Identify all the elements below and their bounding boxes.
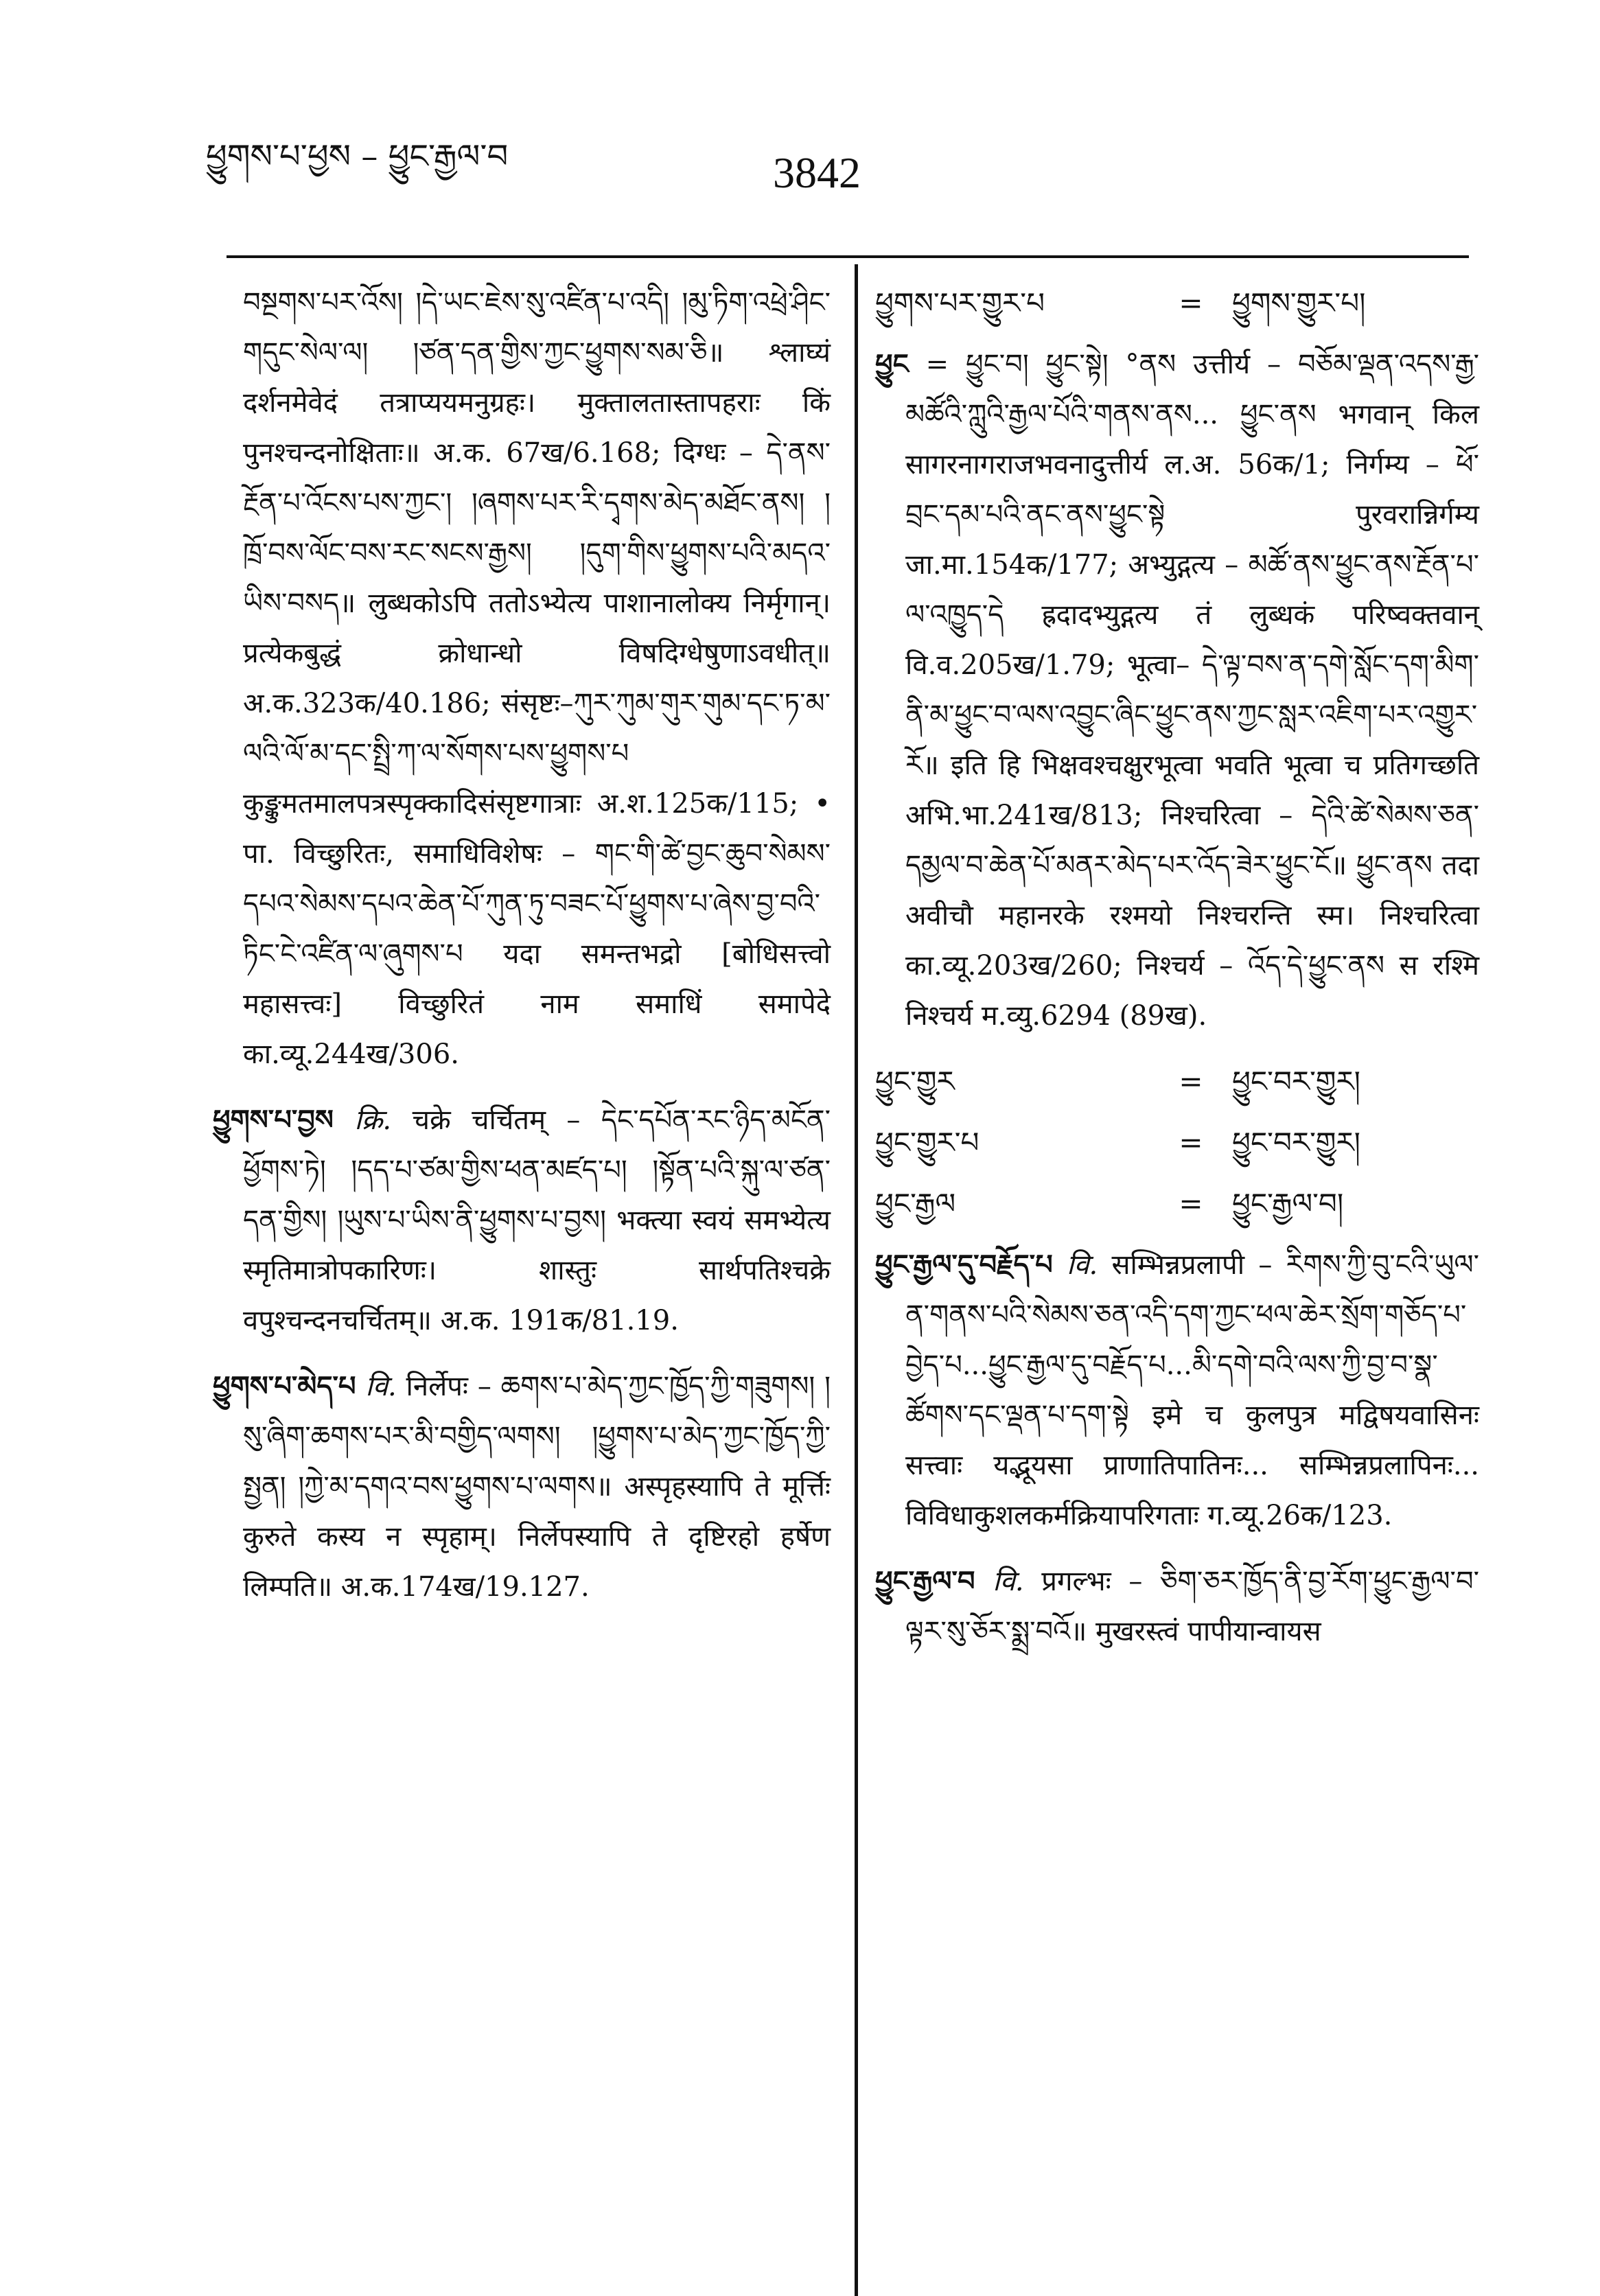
header-rule (227, 255, 1469, 258)
entry-text: བསྔགས་པར་འོས། །དེ་ཡང་ཇེས་སུ་འཛིན་པ་འདི། །མུ་ཏིག་འཕྲེ་ཤིང་གདུང་སེལ་ལ། །ཙན་དན་གྱིས་ཀྱང་ཕྱུགས་སམ་ཅི॥ श्लाघ्यं दर्शनमेवेदं तत्राप्ययमनुग्रहः। मुक्तालतास्तापहराः किं पुनश्चन्दनोक्षिताः॥ अ.क. 67ख/6.168; दिग्धः – དེ་ནས་རྔོན་པ་འོངས་པས་ཀྱང་། །ཞགས་པར་རི་དྭགས་མེད་མཐོང་ནས། །ཁྲོ་བས་ལོང་བས་རང་སངས་རྒྱས། །དུག་གིས་ཕྱུགས་པའི་མདའ་ཡིས་བསད॥ लुब्धकोऽपि ततोऽभ्येत्य पाशानालोक्य निर्मृगान्। प्रत्येकबुद्धं क्रोधान्धो विषदिग्धेषुणाऽवधीत्॥ अ.क.323क/40.186; संसृष्टः–ཀུར་ཀུམ་གུར་གུམ་དང་ཏ་མ་ལའི་ལོ་མ་དང་སྤྲི་ཀ་ལ་སོགས་པས་ཕྱུགས་པ कुङ्कुमतमालपत्रस्पृक्कादिसंसृष्टगात्राः अ.श.125क/115; • पा. विच्छुरितः, समाधिविशेषः – གང་གི་ཚེ་བྱང་ཆུབ་སེམས་དཔའ་སེམས་དཔའ་ཆེན་པོ་ཀུན་ཏུ་བཟང་པོ་ཕྱུགས་པ་ཞེས་བྱ་བའི་ཏིང་ངེ་འཛིན་ལ་ཞུགས་པ यदा समन्तभद्रो [बोधिसत्त्वो महासत्त्वः] विच्छुरितं नाम समाधिं समापेदे का.व्यू.244ख/306. (243, 287, 831, 1070)
equals-sign: = (1179, 1065, 1203, 1098)
entry-phyugs-pa-med-pa (213, 1361, 831, 1612)
cross-reference-row (875, 1179, 1479, 1229)
entry-phyugs-pa-byas (213, 1095, 831, 1346)
cross-reference-term: ཕྱུང་རྒྱལ (875, 1187, 956, 1220)
cross-reference-row (875, 1117, 1479, 1168)
column-divider (855, 264, 858, 2296)
entry-headword: ཕྱུང་རྒྱལ་བ (875, 1565, 975, 1597)
entry-text: चक्रे चर्चितम् – དེང་དཔོན་རང་ཉིད་མངོན་ཕྱོགས་ཏེ། །དད་པ་ཙམ་གྱིས་ཕན་མཛད་པ། །སྟོན་པའི་སྐུ་ལ་ཙན་དན་གྱིས། །ཡུས་པ་ཡིས་ནི་ཕྱུགས་པ་བྱས། भक्त्या स्वयं समभ्येत्य स्मृतिमात्रोपकारिणः। शास्तुः सार्थपतिश्चक्रे वपुश्चन्दनचर्चितम्॥ अ.क. 191क/81.19. (243, 1104, 831, 1336)
entry-headword: ཕྱུགས་པ་མེད་པ (213, 1370, 356, 1402)
page-number: 3842 (773, 148, 861, 197)
cross-reference-term: ཕྱུང་གྱུར་པ (875, 1126, 979, 1159)
cross-reference-target: ཕྱུང་བར་གྱུར། (1232, 1126, 1360, 1159)
entry-phyung-rgyal-ba (875, 1556, 1479, 1657)
entry-text: प्रगल्भः – ཅིག་ཅར་ཁྱོད་ནི་བྱ་རོག་ཕྱུང་རྒྱལ་བ་ལྟར་སུ་ཅོར་སྨྲ་བའོ॥ मुखरस्त्वं पापीयान्वायस (905, 1566, 1479, 1647)
entry-text: = ཕྱུང་བ། ཕྱུང་སྟེ། °ནས उत्तीर्य – བཅོམ་ལྡན་འདས་རྒྱ་མཚོའི་ཀླུའི་རྒྱལ་པོའི་གནས་ནས... ཕྱུང་ནས भगवान् किल सागरनागराजभवनादुत्तीर्य ल.अ. 56क/1; निर्गम्य – ཕོ་བྲང་དམ་པའི་ནང་ནས་ཕྱུང་སྟེ पुरवरान्निर्गम्य जा.मा.154क/177; अभ्युद्गत्य – མཚོ་ནས་ཕྱུང་ནས་རྔོན་པ་ལ་འཁྱུད་དེ ह्रदादभ्युद्गत्य तं लुब्धकं परिष्वक्तवान् वि.व.205ख/1.79; भूत्वा– དེ་ལྟ་བས་ན་དགེ་སློང་དག་མིག་ནི་མ་ཕྱུང་བ་ལས་འབྱུང་ཞིང་ཕྱུང་ནས་ཀྱང་སླར་འཇིག་པར་འགྱུར་རོ॥ इति हि भिक्षवश्चक्षुरभूत्वा भवति भूत्वा च प्रतिगच्छति अभि.भा.241ख/813; निश्चरित्वा – དེའི་ཚེ་སེམས་ཅན་དམྱལ་བ་ཆེན་པོ་མནར་མེད་པར་འོད་ཟེར་ཕྱུང་ངོ॥ ཕྱུང་ནས तदा अवीचौ महानरके रश्मयो निश्चरन्ति स्म। निश्चरित्वा का.व्यू.203ख/260; निश्चर्य – འོད་དེ་ཕྱུང་ནས स रश्मि निश्चर्य म.व्यु.6294 (89ख). (905, 349, 1479, 1032)
grammar-label: वि. (993, 1566, 1024, 1597)
cross-reference-target: ཕྱུང་རྒྱལ་བ། (1232, 1187, 1344, 1220)
entry-phyung (875, 339, 1479, 1041)
cross-reference-target: ཕྱུགས་གྱུར་པ། (1232, 286, 1366, 320)
entry-continuation (213, 278, 831, 1080)
grammar-label: वि. (365, 1371, 397, 1402)
cross-reference-target: ཕྱུང་བར་གྱུར། (1232, 1065, 1360, 1098)
equals-sign: = (1179, 1126, 1203, 1159)
entry-text: सम्भिन्नप्रलापी – རིགས་ཀྱི་བུ་ངའི་ཡུལ་ན་གནས་པའི་སེམས་ཅན་འདི་དག་ཀྱང་ཕལ་ཆེར་སྲོག་གཅོད་པ་བྱེད་པ...ཕྱུང་རྒྱལ་དུ་བརྗོད་པ...མི་དགེ་བའི་ལས་ཀྱི་བྱ་བ་སྣ་ཚོགས་དང་ལྡན་པ་དག་སྟེ इमे च कुलपुत्र मद्विषयवासिनः सत्त्वाः यद्भूयसा प्राणातिपातिनः... सम्भिन्नप्रलापिनः... विविधाकुशलकर्मक्रियापरिगताः ग.व्यू.26क/123. (905, 1249, 1479, 1531)
cross-reference-term: ཕྱུགས་པར་གྱུར་པ (875, 286, 1045, 320)
entry-headword: ཕྱུགས་པ་བྱས (213, 1104, 334, 1136)
equals-sign: = (1179, 286, 1203, 320)
running-head: ཕྱུགས་པ་ཕྱས – ཕྱུང་རྒྱལ་བ (206, 137, 509, 176)
cross-reference-row (875, 1056, 1479, 1106)
entry-headword: ཕྱུང་རྒྱལ་དུ་བརྗོད་པ (875, 1249, 1053, 1281)
cross-reference-term: ཕྱུང་གྱུར (875, 1065, 955, 1098)
equals-sign: = (1179, 1187, 1203, 1220)
entry-headword: ཕྱུང (875, 348, 909, 380)
grammar-label: वि. (1066, 1249, 1098, 1281)
cross-reference-row (875, 278, 1479, 328)
left-column (213, 278, 831, 1627)
grammar-label: क्रि. (354, 1104, 392, 1136)
entry-text: निर्लेपः – ཆགས་པ་མེད་ཀྱང་ཁྱོད་ཀྱི་གཟུགས། །སུ་ཞིག་ཆགས་པར་མི་བགྱིད་ལགས། །ཕྱུགས་པ་མེད་ཀྱང་ཁྱོད་ཀྱི་སྤྱན། །ཀྱེ་མ་དགའ་བས་ཕྱུགས་པ་ལགས॥ अस्पृहस्यापि ते मूर्त्तिः कुरुते कस्य न स्पृहाम्। निर्लेपस्यापि ते दृष्टिरहो हर्षेण लिम्पति॥ अ.क.174ख/19.127. (243, 1371, 831, 1603)
entry-phyung-rgyal-du-brjod-pa (875, 1240, 1479, 1541)
right-column (875, 278, 1479, 1672)
